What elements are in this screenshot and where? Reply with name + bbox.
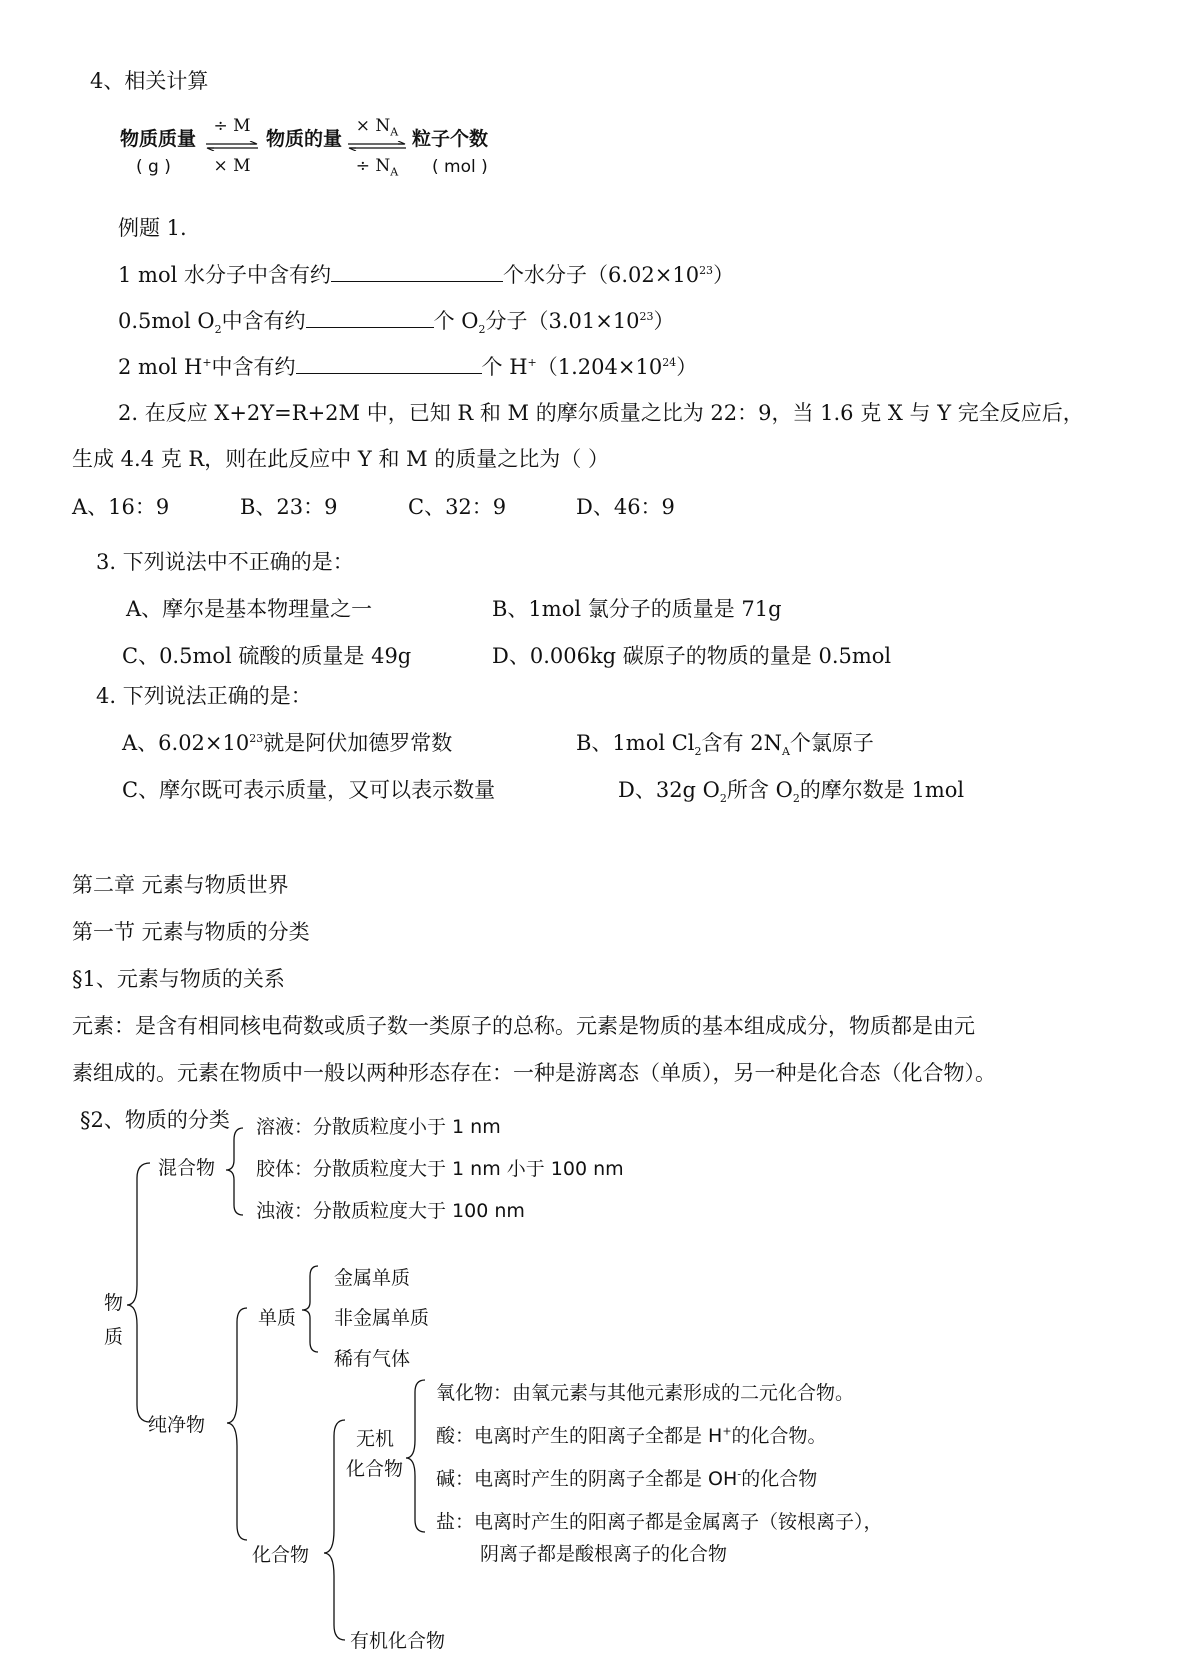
tree-organic: 有机化合物 <box>350 1630 446 1652</box>
tree-root-char-1: 物 <box>104 1292 124 1314</box>
tree-pure: 纯净物 <box>148 1414 206 1436</box>
q3-stem: 3. 下列说法中不正确的是： <box>96 550 354 574</box>
q4-stem: 4. 下列说法正确的是： <box>96 684 312 708</box>
q1-c-sup: + <box>202 356 212 369</box>
q2-option-c: C、32：9 <box>408 495 507 519</box>
formula-div-na: ÷ N <box>355 156 391 176</box>
q3-option-a: A、摩尔是基本物理量之一 <box>126 597 373 621</box>
formula-moles: 物质的量 <box>266 128 343 150</box>
q2-line-2: 生成 4.4 克 R，则在此反应中 Y 和 M 的质量之比为（ ） <box>72 447 609 471</box>
q4-b-mid: 含有 2N <box>701 731 782 755</box>
q4-b-sub: 2 <box>694 745 702 759</box>
q1-c-end: ） <box>676 355 698 379</box>
q1-a-pre: 1 mol 水分子中含有约 <box>118 263 331 287</box>
q1-a-end: ） <box>713 263 735 287</box>
q1-c-mid: 中含有约 <box>211 355 296 379</box>
q4-b-sub2: A <box>781 745 790 759</box>
q1-b-sub2: 2 <box>478 323 486 337</box>
q1-b-post: 个 O <box>433 309 479 333</box>
tree-salt-2: 阴离子都是酸根离子的化合物 <box>480 1543 728 1565</box>
q1-b-post2: 分子（3.01×10 <box>485 309 640 333</box>
example-title: 例题 1. <box>118 216 187 240</box>
tree-base-post: 的化合物 <box>741 1468 818 1490</box>
formula-mass: 物质质量 <box>120 128 197 150</box>
tree-noble-gas: 稀有气体 <box>334 1348 411 1370</box>
q4-b-post: 个氯原子 <box>789 731 874 755</box>
q1-b-end: ） <box>653 309 675 333</box>
q1-b-mid: 中含有约 <box>221 309 306 333</box>
tree-compound: 化合物 <box>252 1544 310 1566</box>
q4-a-pre: A、6.02×10 <box>122 731 250 755</box>
q1-b-pre: 0.5mol O <box>118 309 215 333</box>
tree-mixture: 混合物 <box>158 1157 216 1179</box>
q4-d-post: 的摩尔数是 1mol <box>799 778 965 802</box>
q2-option-d: D、46：9 <box>576 495 675 519</box>
tree-element: 单质 <box>258 1307 297 1329</box>
formula-na-sub-2: A <box>390 165 399 179</box>
element-definition-line-1: 元素：是含有相同核电荷数或质子数一类原子的总称。元素是物质的基本组成成分，物质都是由元 <box>72 1014 975 1038</box>
q1-b-exp: 23 <box>639 310 654 323</box>
q1-a-exp: 23 <box>699 264 714 277</box>
q2-option-b: B、23：9 <box>240 495 338 519</box>
tree-acid-post: 的化合物。 <box>731 1425 827 1447</box>
q4-b-pre: B、1mol Cl <box>576 731 695 755</box>
subsection-heading: §1、元素与物质的关系 <box>72 967 285 991</box>
formula-particles: 粒子个数 <box>412 128 489 150</box>
tree-metal: 金属单质 <box>334 1267 411 1289</box>
formula-times-na: × N <box>355 116 391 136</box>
q1-b-sub: 2 <box>214 323 222 337</box>
section-heading: 第一节 元素与物质的分类 <box>72 920 310 944</box>
tree-suspension: 浊液：分散质粒度大于 100 nm <box>256 1200 525 1222</box>
q4-a-exp: 23 <box>249 732 264 745</box>
q3-option-d: D、0.006kg 碳原子的物质的量是 0.5mol <box>492 644 892 668</box>
formula-div-m: ÷ M <box>213 116 251 136</box>
q4-a-post: 就是阿伏加德罗常数 <box>263 731 453 755</box>
q1-a-post: 个水分子（6.02×10 <box>502 263 700 287</box>
q3-option-c: C、0.5mol 硫酸的质量是 49g <box>122 644 412 668</box>
chapter-title: 第二章 元素与物质世界 <box>72 873 289 897</box>
tree-colloid: 胶体：分散质粒度大于 1 nm 小于 100 nm <box>256 1158 624 1180</box>
tree-base-pre: 碱：电离时产生的阴离子全都是 OH <box>436 1468 738 1490</box>
tree-root-char-2: 质 <box>104 1326 124 1348</box>
q1-c-sup2: + <box>527 356 537 369</box>
tree-inorganic-1: 无机 <box>356 1428 395 1450</box>
formula-particles-unit: ( mol ) <box>432 157 488 177</box>
formula-na-sub: A <box>390 125 399 139</box>
tree-base <box>436 1466 817 1492</box>
q2-option-a: A、16：9 <box>72 495 170 519</box>
tree-salt-1: 盐：电离时产生的阳离子都是金属离子（铵根离子）， <box>436 1511 883 1533</box>
formula-mass-unit: ( g ) <box>136 157 171 177</box>
q4-d-mid: 所含 O <box>726 778 793 802</box>
tree-base-sup: - <box>737 1467 742 1481</box>
q1-c-post: 个 H <box>481 355 528 379</box>
tree-acid <box>436 1423 827 1449</box>
subsection-heading: §2、物质的分类 <box>80 1108 230 1132</box>
q4-option-c: C、摩尔既可表示质量，又可以表示数量 <box>122 778 496 802</box>
tree-oxide: 氧化物：由氧元素与其他元素形成的二元化合物。 <box>436 1382 855 1404</box>
section-title: 4、相关计算 <box>90 69 209 93</box>
q4-d-pre: D、32g O <box>618 778 720 802</box>
q4-d-sub2: 2 <box>792 792 800 806</box>
q1-c-post2: （1.204×10 <box>536 355 663 379</box>
tree-nonmetal: 非金属单质 <box>334 1307 430 1329</box>
q4-d-sub: 2 <box>719 792 727 806</box>
formula-times-m: × M <box>213 156 251 176</box>
q3-option-b: B、1mol 氯分子的质量是 71g <box>492 597 782 621</box>
tree-solution: 溶液：分散质粒度小于 1 nm <box>256 1116 501 1138</box>
tree-inorganic-2: 化合物 <box>346 1458 404 1480</box>
element-definition-line-2: 素组成的。元素在物质中一般以两种形态存在：一种是游离态（单质），另一种是化合态（化合物）。 <box>72 1061 996 1085</box>
q1-c-pre: 2 mol H <box>118 355 203 379</box>
tree-acid-sup: + <box>722 1424 732 1438</box>
q1-c-exp: 24 <box>662 356 677 369</box>
tree-acid-pre: 酸：电离时产生的阳离子全都是 H <box>436 1425 723 1447</box>
q2-line-1: 2. 在反应 X+2Y=R+2M 中，已知 R 和 M 的摩尔质量之比为 22：9，当 1.6 克 X 与 Y 完全反应后， <box>118 401 1084 425</box>
